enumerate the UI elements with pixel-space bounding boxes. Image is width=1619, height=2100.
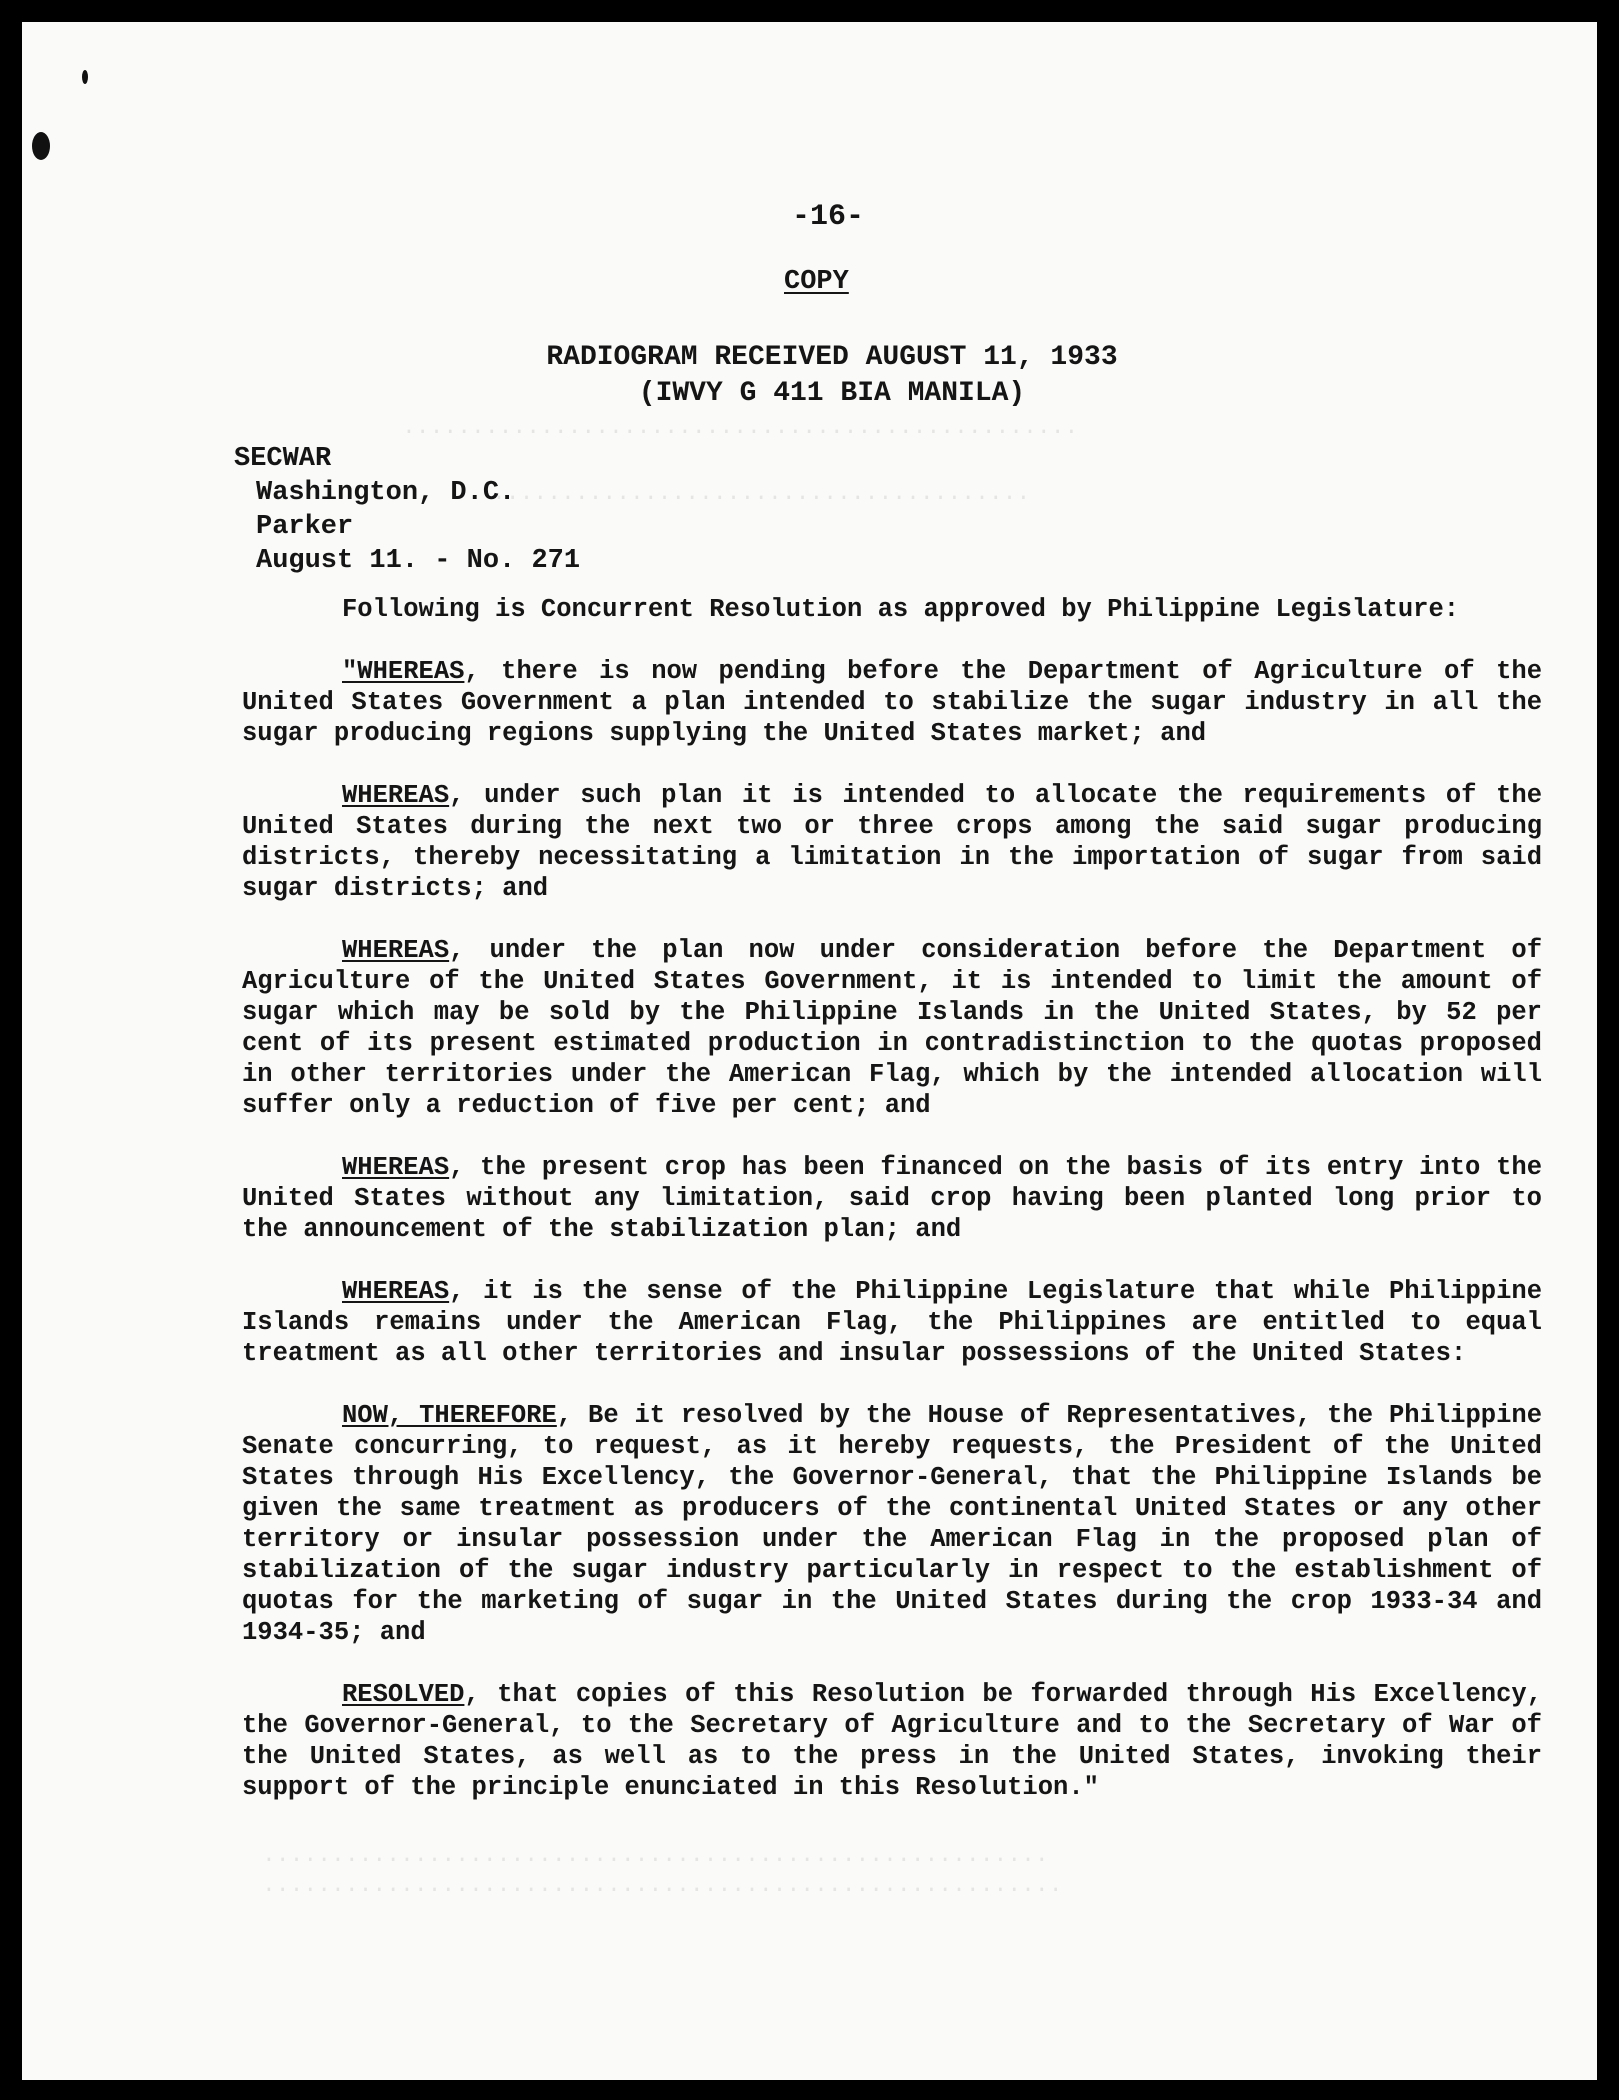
paragraph-text: , under the plan now under consideration before the Department of Agriculture of the United States Government, it is intended to limit the amount of sugar which may be sold by the Philippine Islands in the United States, by 52 per cent of its present estimated production in contradistinction to the quotas proposed in other territories under the American Flag, which by the intended allocation will suffer only a reduction of five per cent; and xyxy=(242,936,1542,1120)
heading-line-1: RADIOGRAM RECEIVED AUGUST 11, 1933 xyxy=(546,342,1118,373)
radiogram-heading xyxy=(22,340,1619,412)
resolution-body xyxy=(242,594,1542,1834)
bleed-through-text: ................................................. xyxy=(402,414,1079,440)
intro-paragraph: Following is Concurrent Resolution as approved by Philippine Legislature: xyxy=(342,595,1460,624)
bleed-through-text: ......................................................... xyxy=(262,1842,1049,1868)
address-line-1: SECWAR xyxy=(234,444,332,474)
whereas-paragraph-4 xyxy=(242,1152,1542,1245)
paragraph-keyword: "WHEREAS xyxy=(342,657,465,686)
paragraph-keyword: RESOLVED xyxy=(342,1680,465,1709)
paragraph-keyword: WHEREAS xyxy=(342,1153,450,1182)
bleed-through-text: .......................................................... xyxy=(262,1872,1063,1898)
paragraph-keyword: WHEREAS xyxy=(342,936,450,965)
paragraph-text: , Be it resolved by the House of Representatives, the Philippine Senate concurring, to request, as it hereby requests, the President of the United States through His Excellency, the Governor-General, that the Philippine Islands be given the same treatment as producers of the continental United States or any other territory or insular possession under the American Flag in the proposed plan of stabilization of the sugar industry particularly in respect to the establishment of quotas for the marketing of sugar in the United States during the crop 1933-34 and 1934-35; and xyxy=(242,1401,1542,1647)
whereas-paragraph-3 xyxy=(242,935,1542,1121)
paragraph-text: , that copies of this Resolution be forwarded through His Excellency, the Governor-General, to the Secretary of Agriculture and to the Secretary of War of the United States, as well as to the press in the United States, invoking their support of the principle enunciated in this Resolution." xyxy=(242,1680,1542,1802)
document-page xyxy=(22,22,1597,2080)
paragraph-keyword: WHEREAS xyxy=(342,781,450,810)
paragraph-keyword: NOW, THEREFORE xyxy=(342,1401,557,1430)
page-number: -16- xyxy=(792,200,865,234)
paragraph-text: , it is the sense of the Philippine Legislature that while Philippine Islands remains under the American Flag, the Philippines are entitled to equal treatment as all other territories and insular possessions of the United States: xyxy=(242,1277,1542,1368)
punch-hole-mark xyxy=(32,132,50,160)
ink-mark xyxy=(82,70,88,84)
whereas-paragraph-5 xyxy=(242,1276,1542,1369)
address-block xyxy=(234,442,580,578)
bleed-through-text: ....................................... xyxy=(492,480,1031,506)
now-therefore-paragraph xyxy=(242,1400,1542,1648)
paragraph-text: , under such plan it is intended to allocate the requirements of the United States during the next two or three crops among the said sugar producing districts, thereby necessitating a limitation in the importation of sugar from said sugar districts; and xyxy=(242,781,1542,903)
address-line-4: August 11. - No. 271 xyxy=(256,546,581,576)
paragraph-text: , the present crop has been financed on the basis of its entry into the United States without any limitation, said crop having been planted long prior to the announcement of the stabilization plan; and xyxy=(242,1153,1542,1244)
whereas-paragraph-2 xyxy=(242,780,1542,904)
address-line-2: Washington, D.C. xyxy=(256,478,516,508)
copy-label: COPY xyxy=(784,267,849,297)
whereas-paragraph-1 xyxy=(242,656,1542,749)
paragraph-text: , there is now pending before the Department of Agriculture of the United States Government a plan intended to stabilize the sugar industry in all the sugar producing regions supplying the United States market; and xyxy=(242,657,1542,748)
paragraph-keyword: WHEREAS xyxy=(342,1277,450,1306)
resolved-paragraph xyxy=(242,1679,1542,1803)
heading-line-2: (IWVY G 411 BIA MANILA) xyxy=(638,378,1026,409)
address-line-3: Parker xyxy=(256,512,354,542)
